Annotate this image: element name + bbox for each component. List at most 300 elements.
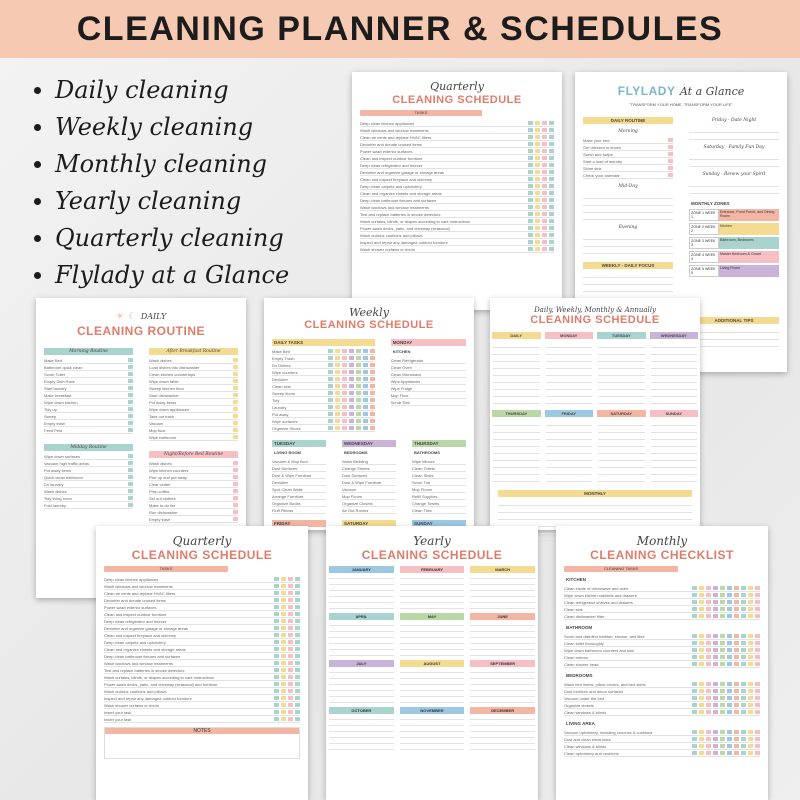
checkbox[interactable] (281, 598, 286, 602)
checkbox[interactable] (706, 655, 711, 659)
checkbox[interactable] (741, 600, 746, 604)
checkbox[interactable] (274, 605, 279, 609)
checkbox[interactable] (727, 641, 732, 645)
checkbox[interactable] (734, 662, 739, 666)
checkbox[interactable] (549, 205, 554, 209)
checkbox[interactable] (720, 600, 725, 604)
checkbox[interactable] (535, 233, 540, 237)
checkbox[interactable] (713, 730, 718, 734)
checkbox[interactable] (281, 654, 286, 658)
checkbox[interactable] (748, 703, 753, 707)
checkbox[interactable] (281, 626, 286, 630)
checkbox[interactable] (274, 654, 279, 658)
checkbox[interactable] (748, 593, 753, 597)
checkbox[interactable] (274, 577, 279, 581)
checkbox[interactable] (692, 593, 697, 597)
checkbox[interactable] (274, 661, 279, 665)
checkbox[interactable] (748, 696, 753, 700)
checkbox[interactable] (706, 737, 711, 741)
checkbox[interactable] (128, 358, 133, 362)
checkbox[interactable] (734, 682, 739, 686)
checkbox[interactable] (692, 710, 697, 714)
checkbox[interactable] (741, 614, 746, 618)
checkbox[interactable] (741, 737, 746, 741)
checkbox[interactable] (342, 356, 347, 360)
checkbox[interactable] (755, 634, 760, 638)
checkbox[interactable] (295, 605, 300, 609)
checkbox[interactable] (128, 379, 133, 383)
checkbox[interactable] (699, 586, 704, 590)
checkbox[interactable] (281, 710, 286, 714)
checkbox[interactable] (706, 607, 711, 611)
checkbox[interactable] (335, 419, 340, 423)
checkbox[interactable] (288, 619, 293, 623)
checkbox[interactable] (363, 405, 368, 409)
checkbox[interactable] (342, 384, 347, 388)
checkbox[interactable] (288, 640, 293, 644)
checkbox[interactable] (748, 600, 753, 604)
checkbox[interactable] (295, 703, 300, 707)
checkbox[interactable] (741, 634, 746, 638)
checkbox[interactable] (692, 655, 697, 659)
checkbox[interactable] (755, 648, 760, 652)
checkbox[interactable] (370, 412, 375, 416)
checkbox[interactable] (706, 634, 711, 638)
checkbox[interactable] (528, 226, 533, 230)
checkbox[interactable] (755, 662, 760, 666)
checkbox[interactable] (535, 247, 540, 251)
checkbox[interactable] (692, 607, 697, 611)
checkbox[interactable] (335, 405, 340, 409)
checkbox[interactable] (720, 737, 725, 741)
checkbox[interactable] (720, 607, 725, 611)
checkbox[interactable] (720, 710, 725, 714)
checkbox[interactable] (748, 744, 753, 748)
checkbox[interactable] (328, 412, 333, 416)
checkbox[interactable] (328, 398, 333, 402)
checkbox[interactable] (370, 363, 375, 367)
checkbox[interactable] (233, 372, 238, 376)
checkbox[interactable] (535, 177, 540, 181)
checkbox[interactable] (288, 591, 293, 595)
checkbox[interactable] (699, 655, 704, 659)
checkbox[interactable] (274, 668, 279, 672)
checkbox[interactable] (295, 577, 300, 581)
checkbox[interactable] (288, 605, 293, 609)
checkbox[interactable] (727, 696, 732, 700)
checkbox[interactable] (528, 135, 533, 139)
checkbox[interactable] (727, 751, 732, 755)
checkbox[interactable] (741, 607, 746, 611)
checkbox[interactable] (668, 159, 673, 163)
checkbox[interactable] (713, 751, 718, 755)
checkbox[interactable] (288, 584, 293, 588)
checkbox[interactable] (706, 751, 711, 755)
checkbox[interactable] (128, 461, 133, 465)
checkbox[interactable] (692, 744, 697, 748)
checkbox[interactable] (370, 426, 375, 430)
checkbox[interactable] (727, 737, 732, 741)
checkbox[interactable] (335, 349, 340, 353)
checkbox[interactable] (342, 405, 347, 409)
checkbox[interactable] (528, 128, 533, 132)
checkbox[interactable] (741, 730, 746, 734)
checkbox[interactable] (528, 149, 533, 153)
checkbox[interactable] (748, 737, 753, 741)
checkbox[interactable] (727, 607, 732, 611)
checkbox[interactable] (528, 156, 533, 160)
checkbox[interactable] (288, 689, 293, 693)
checkbox[interactable] (274, 626, 279, 630)
checkbox[interactable] (233, 482, 238, 486)
checkbox[interactable] (706, 710, 711, 714)
checkbox[interactable] (741, 710, 746, 714)
checkbox[interactable] (274, 633, 279, 637)
checkbox[interactable] (741, 655, 746, 659)
checkbox[interactable] (542, 121, 547, 125)
checkbox[interactable] (528, 121, 533, 125)
checkbox[interactable] (734, 710, 739, 714)
checkbox[interactable] (342, 398, 347, 402)
checkbox[interactable] (295, 612, 300, 616)
checkbox[interactable] (706, 614, 711, 618)
checkbox[interactable] (734, 641, 739, 645)
checkbox[interactable] (233, 421, 238, 425)
checkbox[interactable] (535, 142, 540, 146)
checkbox[interactable] (349, 419, 354, 423)
checkbox[interactable] (692, 586, 697, 590)
checkbox[interactable] (295, 668, 300, 672)
checkbox[interactable] (692, 600, 697, 604)
checkbox[interactable] (668, 173, 673, 177)
checkbox[interactable] (542, 198, 547, 202)
checkbox[interactable] (281, 633, 286, 637)
checkbox[interactable] (549, 142, 554, 146)
checkbox[interactable] (356, 349, 361, 353)
checkbox[interactable] (734, 593, 739, 597)
checkbox[interactable] (528, 233, 533, 237)
checkbox[interactable] (349, 412, 354, 416)
checkbox[interactable] (342, 363, 347, 367)
checkbox[interactable] (549, 219, 554, 223)
checkbox[interactable] (281, 703, 286, 707)
checkbox[interactable] (720, 634, 725, 638)
checkbox[interactable] (128, 496, 133, 500)
checkbox[interactable] (755, 586, 760, 590)
checkbox[interactable] (699, 662, 704, 666)
checkbox[interactable] (542, 240, 547, 244)
checkbox[interactable] (706, 648, 711, 652)
checkbox[interactable] (734, 600, 739, 604)
checkbox[interactable] (535, 205, 540, 209)
checkbox[interactable] (706, 662, 711, 666)
checkbox[interactable] (363, 419, 368, 423)
checkbox[interactable] (713, 696, 718, 700)
checkbox[interactable] (128, 421, 133, 425)
checkbox[interactable] (370, 391, 375, 395)
checkbox[interactable] (349, 398, 354, 402)
checkbox[interactable] (668, 152, 673, 156)
checkbox[interactable] (535, 212, 540, 216)
checkbox[interactable] (288, 696, 293, 700)
checkbox[interactable] (295, 647, 300, 651)
checkbox[interactable] (335, 370, 340, 374)
checkbox[interactable] (720, 648, 725, 652)
checkbox[interactable] (699, 744, 704, 748)
checkbox[interactable] (295, 654, 300, 658)
checkbox[interactable] (699, 593, 704, 597)
checkbox[interactable] (549, 191, 554, 195)
checkbox[interactable] (281, 696, 286, 700)
checkbox[interactable] (342, 349, 347, 353)
checkbox[interactable] (274, 640, 279, 644)
checkbox[interactable] (727, 648, 732, 652)
checkbox[interactable] (128, 393, 133, 397)
checkbox[interactable] (699, 696, 704, 700)
checkbox[interactable] (328, 419, 333, 423)
checkbox[interactable] (128, 482, 133, 486)
checkbox[interactable] (342, 412, 347, 416)
checkbox[interactable] (535, 226, 540, 230)
checkbox[interactable] (699, 751, 704, 755)
checkbox[interactable] (692, 751, 697, 755)
checkbox[interactable] (288, 633, 293, 637)
checkbox[interactable] (356, 405, 361, 409)
checkbox[interactable] (274, 696, 279, 700)
checkbox[interactable] (713, 737, 718, 741)
checkbox[interactable] (706, 586, 711, 590)
checkbox[interactable] (356, 384, 361, 388)
checkbox[interactable] (349, 384, 354, 388)
checkbox[interactable] (363, 391, 368, 395)
checkbox[interactable] (734, 607, 739, 611)
checkbox[interactable] (363, 412, 368, 416)
checkbox[interactable] (748, 607, 753, 611)
checkbox[interactable] (349, 356, 354, 360)
checkbox[interactable] (528, 212, 533, 216)
checkbox[interactable] (549, 240, 554, 244)
checkbox[interactable] (755, 655, 760, 659)
checkbox[interactable] (748, 648, 753, 652)
checkbox[interactable] (128, 414, 133, 418)
checkbox[interactable] (755, 730, 760, 734)
checkbox[interactable] (692, 662, 697, 666)
checkbox[interactable] (748, 614, 753, 618)
checkbox[interactable] (233, 461, 238, 465)
checkbox[interactable] (535, 128, 540, 132)
checkbox[interactable] (528, 191, 533, 195)
checkbox[interactable] (692, 737, 697, 741)
checkbox[interactable] (328, 391, 333, 395)
checkbox[interactable] (755, 703, 760, 707)
checkbox[interactable] (713, 710, 718, 714)
checkbox[interactable] (288, 682, 293, 686)
checkbox[interactable] (281, 668, 286, 672)
checkbox[interactable] (288, 612, 293, 616)
checkbox[interactable] (128, 400, 133, 404)
checkbox[interactable] (281, 689, 286, 693)
checkbox[interactable] (706, 689, 711, 693)
checkbox[interactable] (699, 703, 704, 707)
checkbox[interactable] (741, 586, 746, 590)
checkbox[interactable] (128, 489, 133, 493)
checkbox[interactable] (328, 363, 333, 367)
checkbox[interactable] (692, 641, 697, 645)
checkbox[interactable] (720, 614, 725, 618)
checkbox[interactable] (342, 377, 347, 381)
checkbox[interactable] (668, 138, 673, 142)
checkbox[interactable] (528, 177, 533, 181)
checkbox[interactable] (692, 682, 697, 686)
checkbox[interactable] (335, 363, 340, 367)
checkbox[interactable] (342, 370, 347, 374)
checkbox[interactable] (528, 219, 533, 223)
checkbox[interactable] (720, 751, 725, 755)
checkbox[interactable] (274, 647, 279, 651)
checkbox[interactable] (713, 634, 718, 638)
checkbox[interactable] (720, 655, 725, 659)
checkbox[interactable] (128, 407, 133, 411)
checkbox[interactable] (549, 177, 554, 181)
checkbox[interactable] (328, 377, 333, 381)
checkbox[interactable] (328, 370, 333, 374)
checkbox[interactable] (370, 356, 375, 360)
checkbox[interactable] (535, 219, 540, 223)
checkbox[interactable] (233, 496, 238, 500)
checkbox[interactable] (706, 730, 711, 734)
checkbox[interactable] (549, 156, 554, 160)
checkbox[interactable] (713, 648, 718, 652)
checkbox[interactable] (349, 405, 354, 409)
checkbox[interactable] (295, 661, 300, 665)
checkbox[interactable] (528, 247, 533, 251)
checkbox[interactable] (727, 586, 732, 590)
checkbox[interactable] (274, 598, 279, 602)
checkbox[interactable] (542, 170, 547, 174)
checkbox[interactable] (295, 619, 300, 623)
checkbox[interactable] (295, 591, 300, 595)
checkbox[interactable] (692, 614, 697, 618)
checkbox[interactable] (370, 398, 375, 402)
checkbox[interactable] (734, 730, 739, 734)
checkbox[interactable] (281, 605, 286, 609)
checkbox[interactable] (668, 145, 673, 149)
checkbox[interactable] (535, 163, 540, 167)
checkbox[interactable] (233, 468, 238, 472)
checkbox[interactable] (748, 710, 753, 714)
checkbox[interactable] (755, 689, 760, 693)
checkbox[interactable] (288, 717, 293, 721)
checkbox[interactable] (699, 607, 704, 611)
checkbox[interactable] (549, 212, 554, 216)
checkbox[interactable] (755, 696, 760, 700)
checkbox[interactable] (542, 156, 547, 160)
checkbox[interactable] (542, 191, 547, 195)
checkbox[interactable] (233, 517, 238, 521)
checkbox[interactable] (528, 163, 533, 167)
checkbox[interactable] (734, 689, 739, 693)
checkbox[interactable] (535, 121, 540, 125)
checkbox[interactable] (128, 428, 133, 432)
checkbox[interactable] (713, 641, 718, 645)
checkbox[interactable] (328, 349, 333, 353)
checkbox[interactable] (734, 586, 739, 590)
checkbox[interactable] (755, 744, 760, 748)
checkbox[interactable] (288, 577, 293, 581)
checkbox[interactable] (128, 475, 133, 479)
checkbox[interactable] (692, 648, 697, 652)
checkbox[interactable] (281, 640, 286, 644)
checkbox[interactable] (295, 633, 300, 637)
checkbox[interactable] (233, 510, 238, 514)
checkbox[interactable] (233, 503, 238, 507)
checkbox[interactable] (535, 240, 540, 244)
checkbox[interactable] (335, 391, 340, 395)
checkbox[interactable] (328, 384, 333, 388)
checkbox[interactable] (295, 640, 300, 644)
checkbox[interactable] (706, 641, 711, 645)
checkbox[interactable] (528, 184, 533, 188)
checkbox[interactable] (542, 163, 547, 167)
checkbox[interactable] (356, 426, 361, 430)
checkbox[interactable] (741, 682, 746, 686)
checkbox[interactable] (720, 730, 725, 734)
checkbox[interactable] (734, 614, 739, 618)
checkbox[interactable] (349, 363, 354, 367)
checkbox[interactable] (727, 682, 732, 686)
checkbox[interactable] (281, 647, 286, 651)
checkbox[interactable] (128, 365, 133, 369)
checkbox[interactable] (363, 384, 368, 388)
checkbox[interactable] (713, 689, 718, 693)
checkbox[interactable] (335, 412, 340, 416)
checkbox[interactable] (281, 661, 286, 665)
checkbox[interactable] (713, 682, 718, 686)
checkbox[interactable] (720, 689, 725, 693)
checkbox[interactable] (128, 468, 133, 472)
checkbox[interactable] (727, 655, 732, 659)
checkbox[interactable] (549, 198, 554, 202)
checkbox[interactable] (727, 689, 732, 693)
checkbox[interactable] (727, 600, 732, 604)
checkbox[interactable] (713, 607, 718, 611)
checkbox[interactable] (295, 696, 300, 700)
checkbox[interactable] (535, 156, 540, 160)
checkbox[interactable] (335, 426, 340, 430)
checkbox[interactable] (734, 744, 739, 748)
checkbox[interactable] (692, 634, 697, 638)
checkbox[interactable] (535, 170, 540, 174)
checkbox[interactable] (720, 682, 725, 686)
checkbox[interactable] (274, 717, 279, 721)
checkbox[interactable] (288, 675, 293, 679)
checkbox[interactable] (295, 682, 300, 686)
checkbox[interactable] (274, 612, 279, 616)
checkbox[interactable] (699, 600, 704, 604)
checkbox[interactable] (363, 370, 368, 374)
checkbox[interactable] (542, 247, 547, 251)
checkbox[interactable] (349, 377, 354, 381)
checkbox[interactable] (549, 163, 554, 167)
checkbox[interactable] (295, 689, 300, 693)
checkbox[interactable] (668, 166, 673, 170)
checkbox[interactable] (741, 703, 746, 707)
checkbox[interactable] (706, 703, 711, 707)
checkbox[interactable] (713, 600, 718, 604)
checkbox[interactable] (295, 626, 300, 630)
checkbox[interactable] (370, 419, 375, 423)
checkbox[interactable] (356, 391, 361, 395)
